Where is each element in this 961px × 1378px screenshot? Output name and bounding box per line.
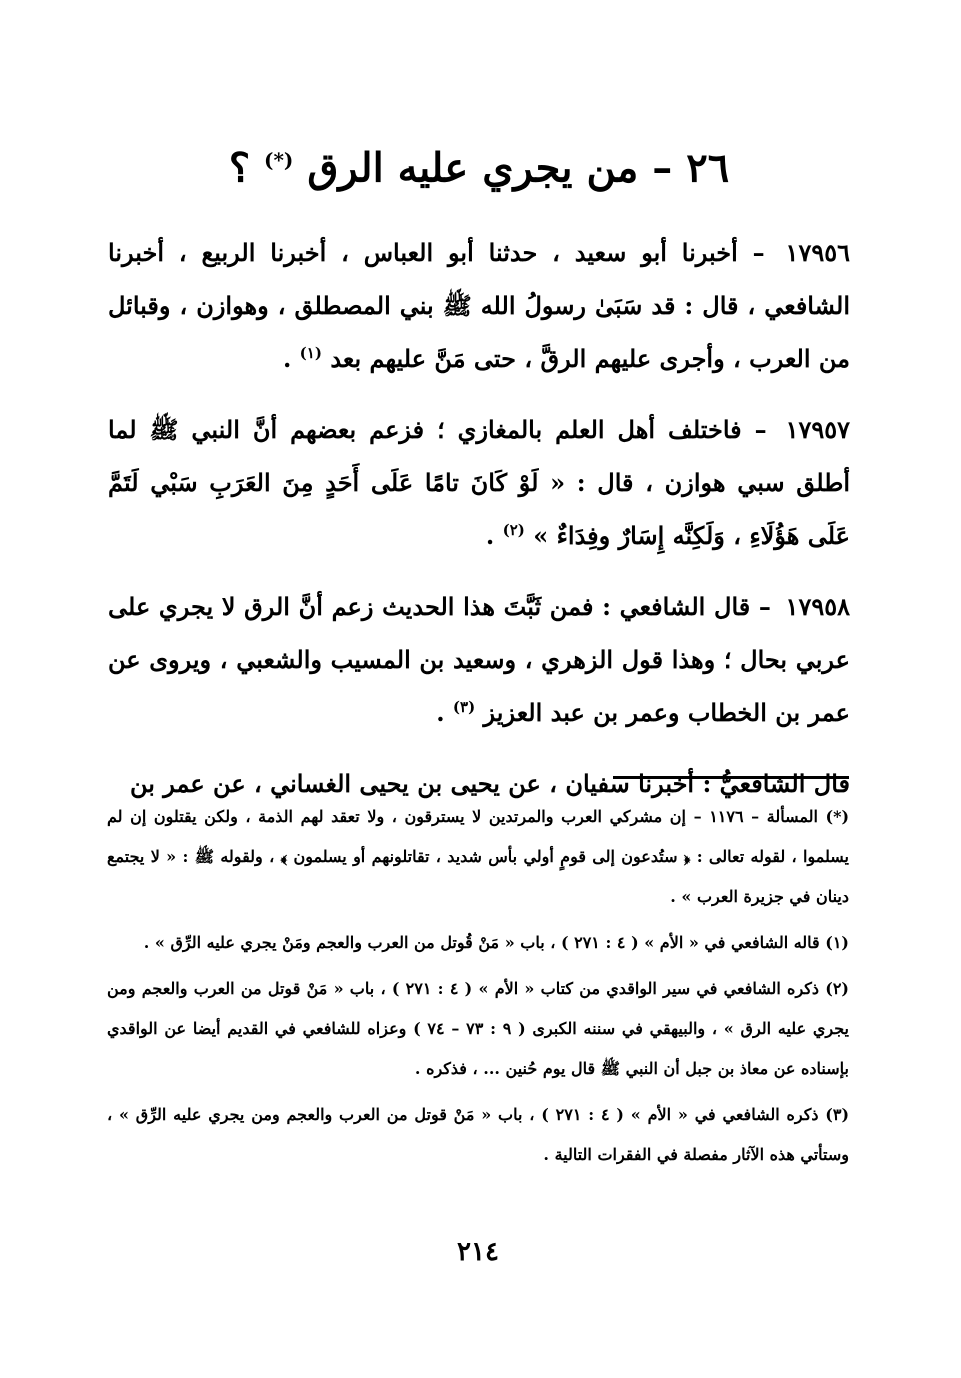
- paragraph-text: – قال الشافعي : فمن ثَبَّتَ هذا الحديث زعم أنَّ الرق لا يجري على عربي بحال ؛ وهذا قول الزهري ، وسعيد بن المسيب والشعبي ، ويروى عن عمر بن الخطاب وعمر بن عبد العزيز: [108, 592, 850, 728]
- footnote-1: (١) قاله الشافعي في « الأم » ( ٤ : ٢٧١ ) ، باب « مَنْ قُوتل من العرب والعجم ومَنْ يجري عليه الرِّق » .: [143, 933, 849, 952]
- chapter-title: [108, 128, 850, 200]
- footnote-ref[interactable]: (٣): [452, 698, 476, 717]
- paragraph-17956: [108, 226, 850, 385]
- chapter-number: ٢٦: [686, 144, 730, 192]
- footnote-star: (*) المسألة – ١١٧٦ – إن مشركي العرب والمرتدين لا يسترقون ، ولا تعقد لهم الذمة ، ولكن يقتلون إن لم يسلموا ، لقوله تعالى : ﴿ ستُدعون إلى قومٍ أولي بأس شديد ، تقاتلونهم أو يسلمون ﴾ ، ولقوله ﷺ : « لا يجتمع دينان في جزيرة العرب » .: [107, 807, 850, 906]
- footnotes: [107, 797, 849, 1181]
- paragraph-text: قال الشافعيُّ : أخبرنا سفيان ، عن يحيى بن يحيى الغساني ، عن عمر بن: [129, 769, 850, 799]
- paragraph-end: .: [436, 698, 445, 728]
- chapter-title-text: من يجري عليه الرق: [307, 144, 639, 192]
- paragraph-number: ١٧٩٥٦: [785, 238, 850, 268]
- paragraph-17958: [108, 580, 850, 739]
- footnote-ref[interactable]: (٢): [502, 521, 525, 540]
- paragraph-number: ١٧٩٥٨: [785, 592, 850, 622]
- paragraph-text: – فاختلف أهل العلم بالمغازي ؛ فزعم بعضهم أنَّ النبي ﷺ لما أطلق سبي هوازن ، قال : « لَوْ كَانَ تامًا عَلَى أَحَدٍ مِنَ العَرَبِ سَبْي لَتَمَّ عَلَى هَؤُلَاءِ ، وَلَكِنَّه إِسَارٌ وفِدَاءٌ »: [108, 415, 850, 551]
- chapter-dash: –: [652, 144, 673, 192]
- footnote-2: (٢) ذكره الشافعي في سير الواقدي من كتاب « الأم » ( ٤ : ٢٧١ ) ، باب « مَنْ قوتل من العرب والعجم ومن يجري عليه الرق » ، والبيهقي في سننه الكبرى ( ٩ : ٧٣ – ٧٤ ) وعزاه للشافعي في القديم أيضا عن الواقدي بإسناده عن معاذ بن جبل أن النبي ﷺ قال يوم حُنين ... ، فذكره .: [107, 979, 850, 1078]
- chapter-footnote-marker: (*): [263, 148, 294, 172]
- paragraph-end: .: [485, 521, 495, 551]
- chapter-question-mark: ؟: [228, 144, 251, 192]
- paragraph-number: ١٧٩٥٧: [785, 415, 851, 445]
- paragraph-17957: [108, 403, 850, 562]
- paragraph-text: – أخبرنا أبو سعيد ، حدثنا أبو العباس ، أخبرنا الربيع ، أخبرنا الشافعي ، قال : قد سَبَىٰ رسولُ الله ﷺ بني المصطلق ، وهوازن ، وقبائل من العرب ، وأجرى عليهم الرقَّ ، حتى مَنَّ عليهم بعد: [108, 238, 850, 374]
- paragraph-end: .: [282, 344, 292, 374]
- footnote-ref[interactable]: (١): [299, 344, 322, 363]
- footnote-divider: [613, 776, 849, 779]
- page-number: ٢١٤: [457, 1237, 499, 1267]
- page-body: [108, 128, 850, 828]
- footnote-3: (٣) ذكره الشافعي في « الأم » ( ٤ : ٢٧١ ) ، باب « مَنْ قوتل من العرب والعجم ومن يجري عليه الرِّق » ، وستأتي هذه الآثار مفصلة في الفقرات التالية .: [107, 1105, 850, 1164]
